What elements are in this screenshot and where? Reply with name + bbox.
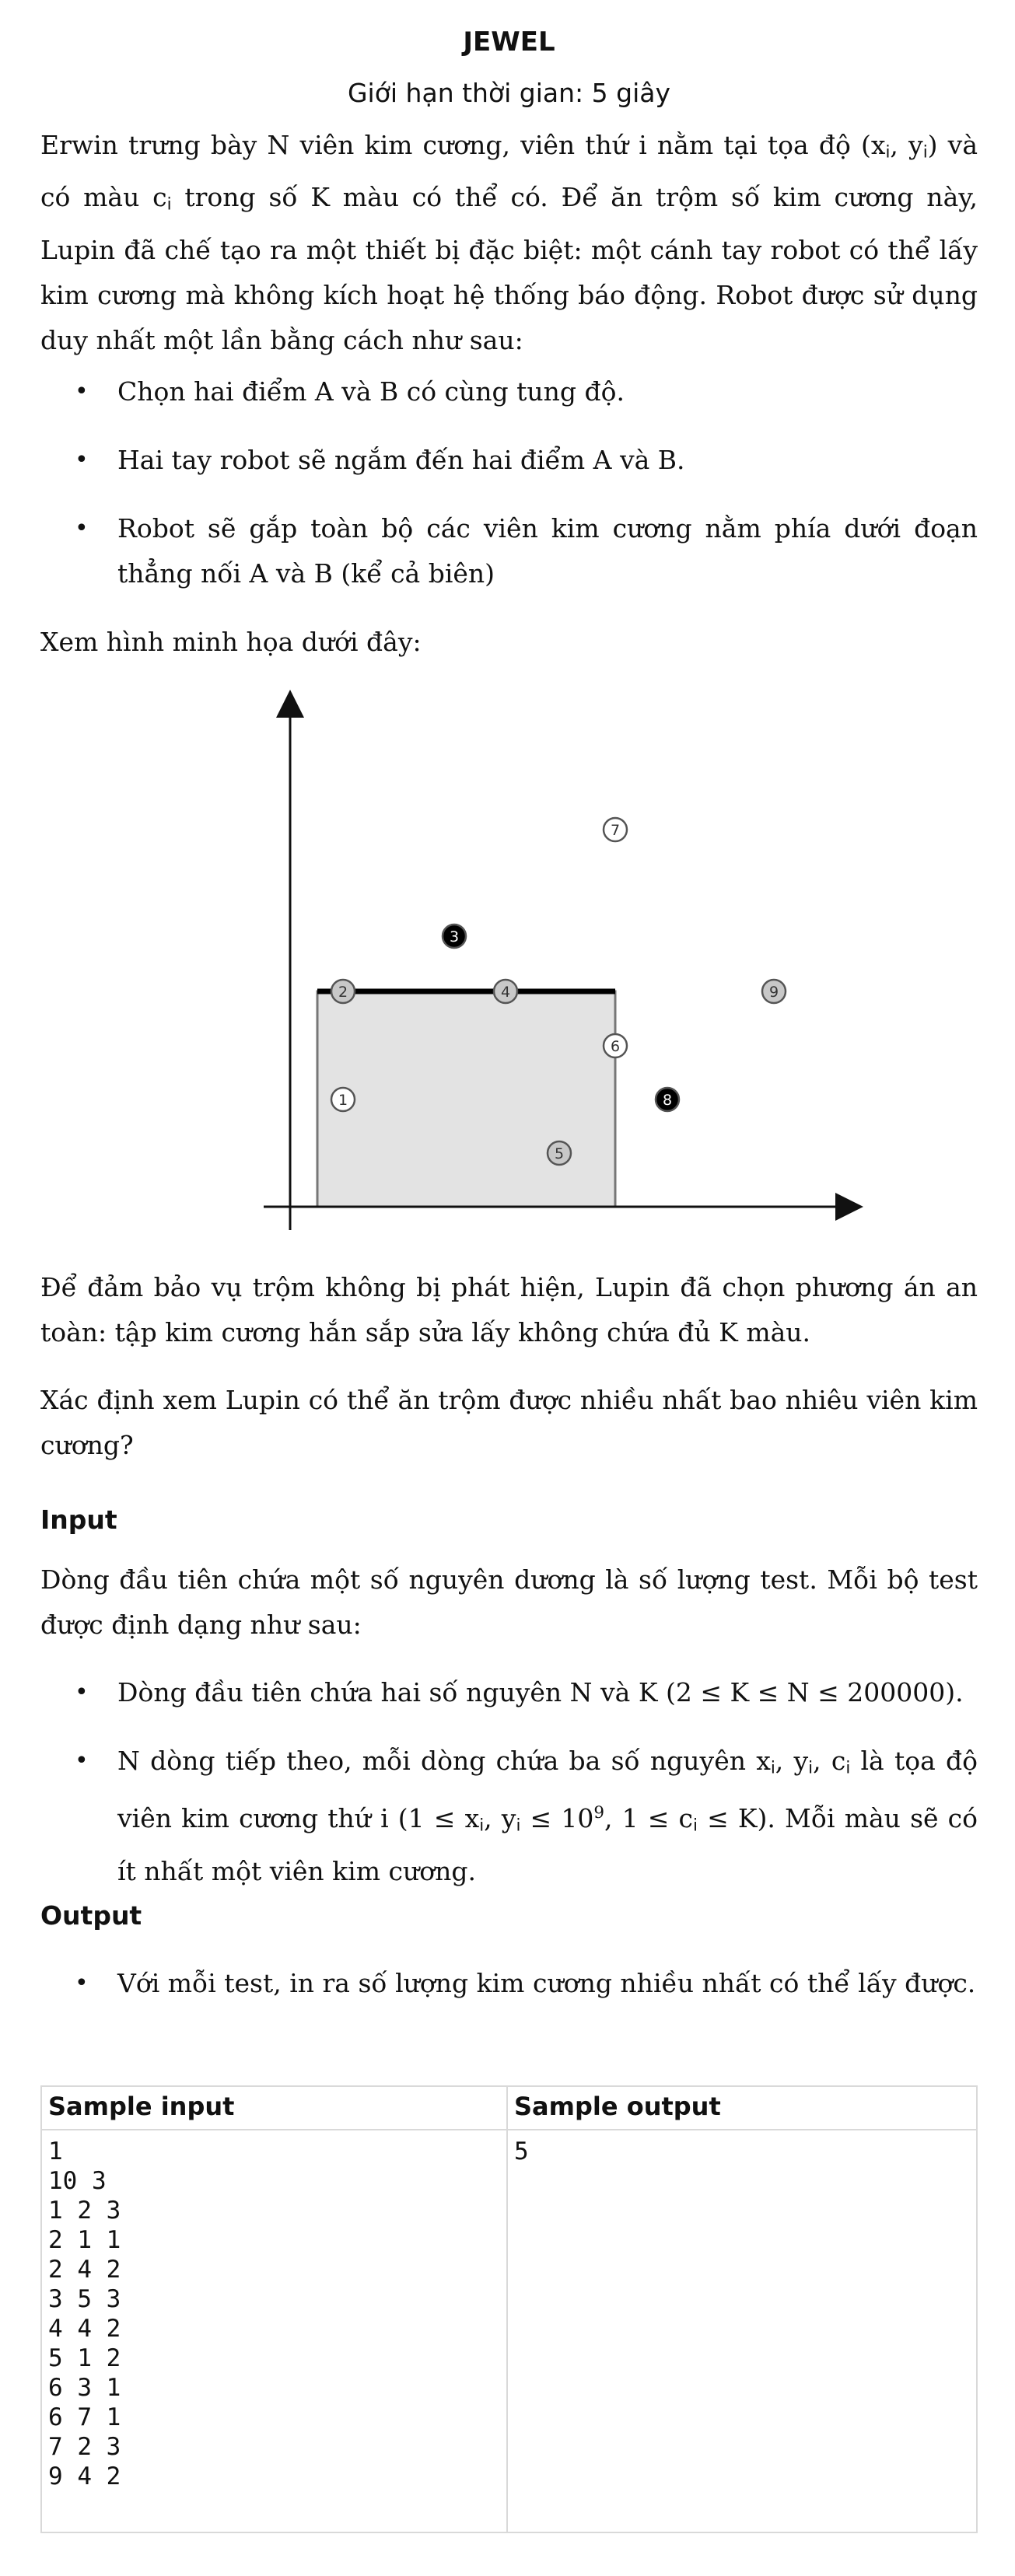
diamond-point <box>331 980 355 1003</box>
question-paragraph: Xác định xem Lupin có thể ăn trộm được nhiều nhất bao nhiêu viên kim cương? <box>40 1385 978 1460</box>
diamond-label: 4 <box>500 984 511 1001</box>
bullet-dot: • <box>75 1970 89 1997</box>
bullet-dot: • <box>75 378 89 405</box>
diamond-label: 9 <box>768 984 779 1001</box>
sample-output-cell: 5 <box>507 2130 977 2532</box>
diamond-point <box>656 1088 679 1111</box>
diamond-point <box>604 818 627 841</box>
sample-input-cell: 1 10 3 1 2 3 2 1 1 2 4 2 3 5 3 4 4 2 5 1 2 6 3 1 6 7 1 7 2 3 9 4 2 <box>41 2130 507 2532</box>
figure-caption: Xem hình minh họa dưới đây: <box>40 627 422 657</box>
diamond-point <box>494 980 517 1003</box>
diamond-point <box>548 1141 571 1165</box>
sample-input-header: Sample input <box>41 2086 507 2130</box>
diamond-label: 7 <box>610 822 621 839</box>
input-heading: Input <box>40 1505 117 1535</box>
safety-paragraph: Để đảm bảo vụ trộm không bị phát hiện, Lupin đã chọn phương án an toàn: tập kim cương hắn sắp sửa lấy không chứa đủ K màu. <box>40 1272 978 1347</box>
diamond-label: 3 <box>449 928 460 945</box>
bullet-dot: • <box>75 446 89 474</box>
diamond-label: 6 <box>610 1038 621 1055</box>
input-description: Dòng đầu tiên chứa một số nguyên dương là số lượng test. Mỗi bộ test được định dạng như sau: <box>40 1564 978 1640</box>
diamond-point <box>331 1088 355 1111</box>
time-limit: Giới hạn thời gian: 5 giây <box>347 78 671 108</box>
diamond-point <box>443 924 466 948</box>
sample-table <box>40 2085 978 2533</box>
diamond-label: 2 <box>338 984 348 1001</box>
intro-paragraph: Erwin trưng bày N viên kim cương, viên thứ i nằm tại tọa độ ($x_i$, $y_i$) và có màu $c_i$ trong số K màu có thể có. Để ăn trộm số kim cương này, Lupin đã chế tạo ra một thiết bị đặc biệt: một cánh tay robot có thể lấy kim cương mà không kích hoạt hệ thống báo động. Robot được sử dụng duy nhất một lần bằng cách như sau: <box>40 130 978 355</box>
bullet-dot: • <box>75 515 89 542</box>
collection-region <box>317 991 615 1207</box>
diamond-label: 8 <box>662 1092 673 1109</box>
diamond-label: 1 <box>338 1092 348 1109</box>
problem-title: JEWEL <box>463 26 555 58</box>
output-heading: Output <box>40 1900 142 1931</box>
bullet-dot: • <box>75 1679 89 1706</box>
sample-output-header: Sample output <box>507 2086 977 2130</box>
diamond-point <box>762 980 786 1003</box>
bullet-dot: • <box>75 1747 89 1774</box>
robot-illustration <box>215 688 884 1232</box>
diamond-label: 5 <box>554 1145 565 1162</box>
diamond-point <box>604 1034 627 1057</box>
